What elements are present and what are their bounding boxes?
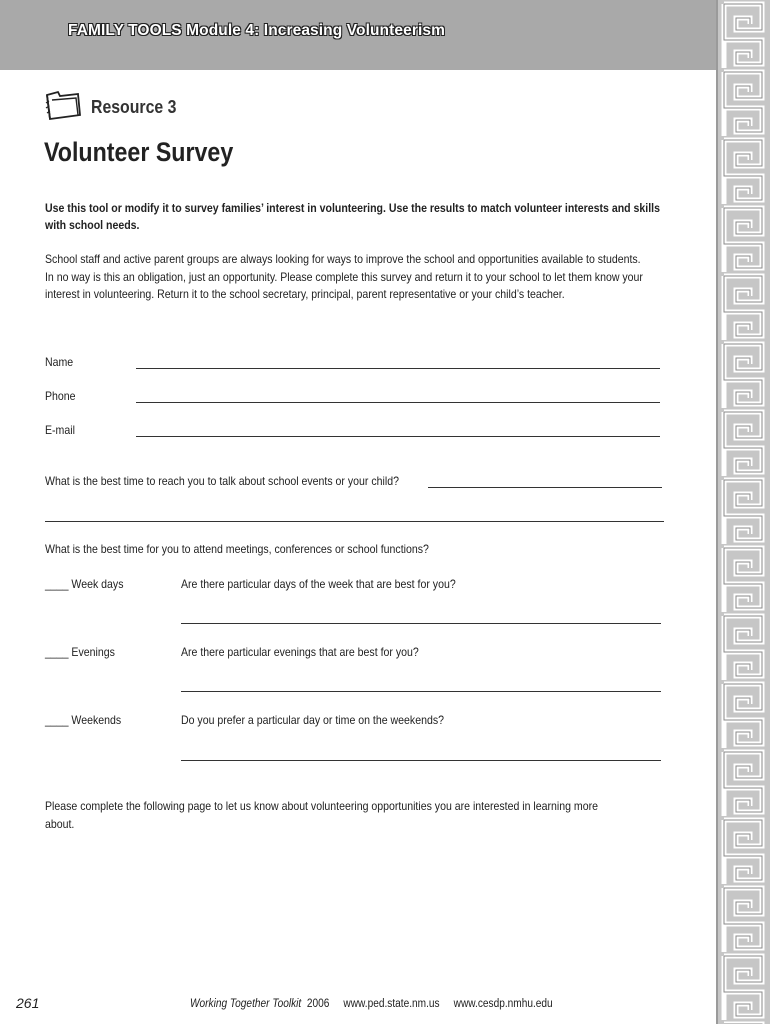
name-label: Name <box>45 355 74 369</box>
page-number: 261 <box>16 995 40 1011</box>
toolkit-name: Working Together Toolkit <box>190 998 302 1010</box>
weekdays-answer-field[interactable] <box>181 623 661 624</box>
resource-label: Resource 3 <box>91 97 177 117</box>
email-label: E-mail <box>45 423 75 437</box>
name-field[interactable] <box>136 368 660 369</box>
intro-instructions: Use this tool or modify it to survey families’ interest in volunteering. Use the results to match volunteer interests and skills with school needs. <box>45 201 660 232</box>
phone-label: Phone <box>45 389 76 403</box>
evenings-question: Are there particular evenings that are best for you? <box>181 645 419 659</box>
email-field[interactable] <box>136 436 660 437</box>
header-band <box>0 0 716 70</box>
page-title: Volunteer Survey <box>44 137 234 167</box>
footer-year: 2006 <box>306 998 330 1010</box>
phone-field[interactable] <box>136 402 660 403</box>
weekends-answer-field[interactable] <box>181 760 661 761</box>
weekends-option[interactable]: ____ Weekends <box>45 713 122 727</box>
question-best-time-attend: What is the best time for you to attend meetings, conferences or school functions? <box>45 542 429 556</box>
weekdays-question: Are there particular days of the week that are best for you? <box>181 577 456 591</box>
intro-paragraph: School staff and active parent groups are always looking for ways to improve the school and opportunities available to students. In no way is this an obligation, just an opportunity. Please complete this survey and return it to your school to let them know your interest in volunteering. Return it to the school secretary, principal, parent representative or your child’s teacher. <box>45 252 643 301</box>
folder-icon <box>44 89 82 126</box>
footer-text <box>190 998 553 1010</box>
decorative-border <box>716 0 770 1024</box>
question-best-time-reach: What is the best time to reach you to talk about school events or your child? <box>45 474 399 488</box>
best-time-reach-field-continued[interactable] <box>45 521 664 522</box>
best-time-reach-field[interactable] <box>428 487 662 488</box>
weekends-question: Do you prefer a particular day or time on the weekends? <box>181 713 444 727</box>
footer-url-ped[interactable]: www.ped.state.nm.us <box>343 998 440 1010</box>
evenings-answer-field[interactable] <box>181 691 661 692</box>
module-title: FAMILY TOOLS Module 4: Increasing Volunteerism <box>68 22 445 39</box>
footer-url-cesdp[interactable]: www.cesdp.nmhu.edu <box>453 998 553 1010</box>
greek-key-pattern <box>716 0 770 1024</box>
weekdays-option[interactable]: ____ Week days <box>45 577 124 591</box>
evenings-option[interactable]: ____ Evenings <box>45 645 115 659</box>
closing-instructions: Please complete the following page to let us know about volunteering opportunities you are interested in learning more about. <box>45 799 598 831</box>
